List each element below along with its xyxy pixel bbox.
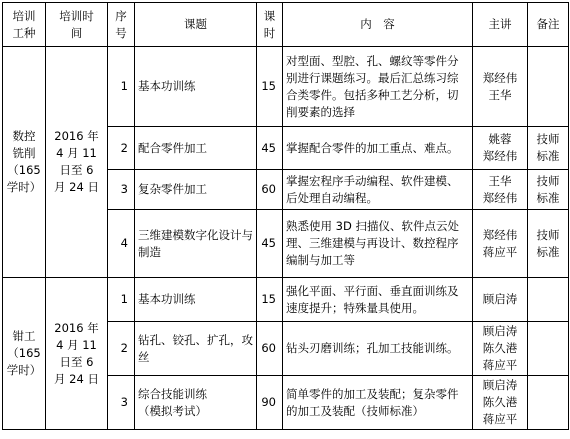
row-content: 简单零件的加工及装配；复杂零件的加工及装配（技师标准） <box>283 376 473 430</box>
row-hours: 15 <box>257 278 283 322</box>
row-lecturer: 王华 郑经伟 <box>473 170 528 210</box>
row-lecturer: 顾启涛 陈久港 蒋应平 <box>473 376 528 430</box>
header-hours: 课 时 <box>257 3 283 47</box>
row-lecturer: 顾启涛 陈久港 蒋应平 <box>473 322 528 376</box>
row-no: 3 <box>108 376 135 430</box>
row-note <box>528 376 569 430</box>
row-content: 掌握宏程序手动编程、软件建模、后处理自动编程。 <box>283 170 473 210</box>
row-hours: 60 <box>257 322 283 376</box>
header-row <box>3 3 569 47</box>
table-row <box>3 278 569 322</box>
row-hours: 90 <box>257 376 283 430</box>
row-lecturer: 郑经伟 蒋应平 <box>473 210 528 278</box>
table-row <box>3 47 569 127</box>
row-note <box>528 278 569 322</box>
header-no: 序 号 <box>108 3 135 47</box>
row-no: 2 <box>108 322 135 376</box>
row-content: 对型面、型腔、孔、螺纹等零件分别进行课题练习。最后汇总练习综合类零件。包括多种工艺分析，切削要素的选择 <box>283 47 473 127</box>
row-no: 1 <box>108 47 135 127</box>
row-content: 掌握配合零件的加工重点、难点。 <box>283 127 473 170</box>
row-topic: 基本功训练 <box>135 278 257 322</box>
group-type: 钳工 （165 学时） <box>3 278 46 430</box>
row-content: 熟悉使用 3D 扫描仪、软件点云处理、三维建模与再设计、数控程序编制与加工等 <box>283 210 473 278</box>
row-topic: 三维建模数字化设计与制造 <box>135 210 257 278</box>
header-type: 培训 工种 <box>3 3 46 47</box>
row-topic: 综合技能训练 （模拟考试） <box>135 376 257 430</box>
row-lecturer: 郑经伟 王华 <box>473 47 528 127</box>
row-no: 2 <box>108 127 135 170</box>
row-note <box>528 47 569 127</box>
row-no: 3 <box>108 170 135 210</box>
header-content: 内 容 <box>283 3 473 47</box>
group-type: 数控 铣削 （165 学时） <box>3 47 46 278</box>
row-hours: 15 <box>257 47 283 127</box>
group-time: 2016 年 4 月 11 日至 6 月 24 日 <box>46 278 108 430</box>
row-topic: 基本功训练 <box>135 47 257 127</box>
row-no: 1 <box>108 278 135 322</box>
row-lecturer: 顾启涛 <box>473 278 528 322</box>
header-lecturer: 主讲 <box>473 3 528 47</box>
row-content: 强化平面、平行面、垂直面训练及速度提升；特殊量具使用。 <box>283 278 473 322</box>
row-note: 技师 标准 <box>528 170 569 210</box>
row-topic: 钻孔、铰孔、扩孔，攻丝 <box>135 322 257 376</box>
row-topic: 复杂零件加工 <box>135 170 257 210</box>
header-topic: 课题 <box>135 3 257 47</box>
row-lecturer: 姚蓉 郑经伟 <box>473 127 528 170</box>
row-hours: 45 <box>257 210 283 278</box>
row-hours: 60 <box>257 170 283 210</box>
row-topic: 配合零件加工 <box>135 127 257 170</box>
header-note: 备注 <box>528 3 569 47</box>
header-time: 培训时 间 <box>46 3 108 47</box>
row-note <box>528 322 569 376</box>
row-note: 技师 标准 <box>528 127 569 170</box>
row-note: 技师 标准 <box>528 210 569 278</box>
row-hours: 45 <box>257 127 283 170</box>
row-no: 4 <box>108 210 135 278</box>
group-time: 2016 年 4 月 11 日至 6 月 24 日 <box>46 47 108 278</box>
training-schedule-table <box>2 2 569 430</box>
row-content: 钻头刃磨训练；孔加工技能训练。 <box>283 322 473 376</box>
